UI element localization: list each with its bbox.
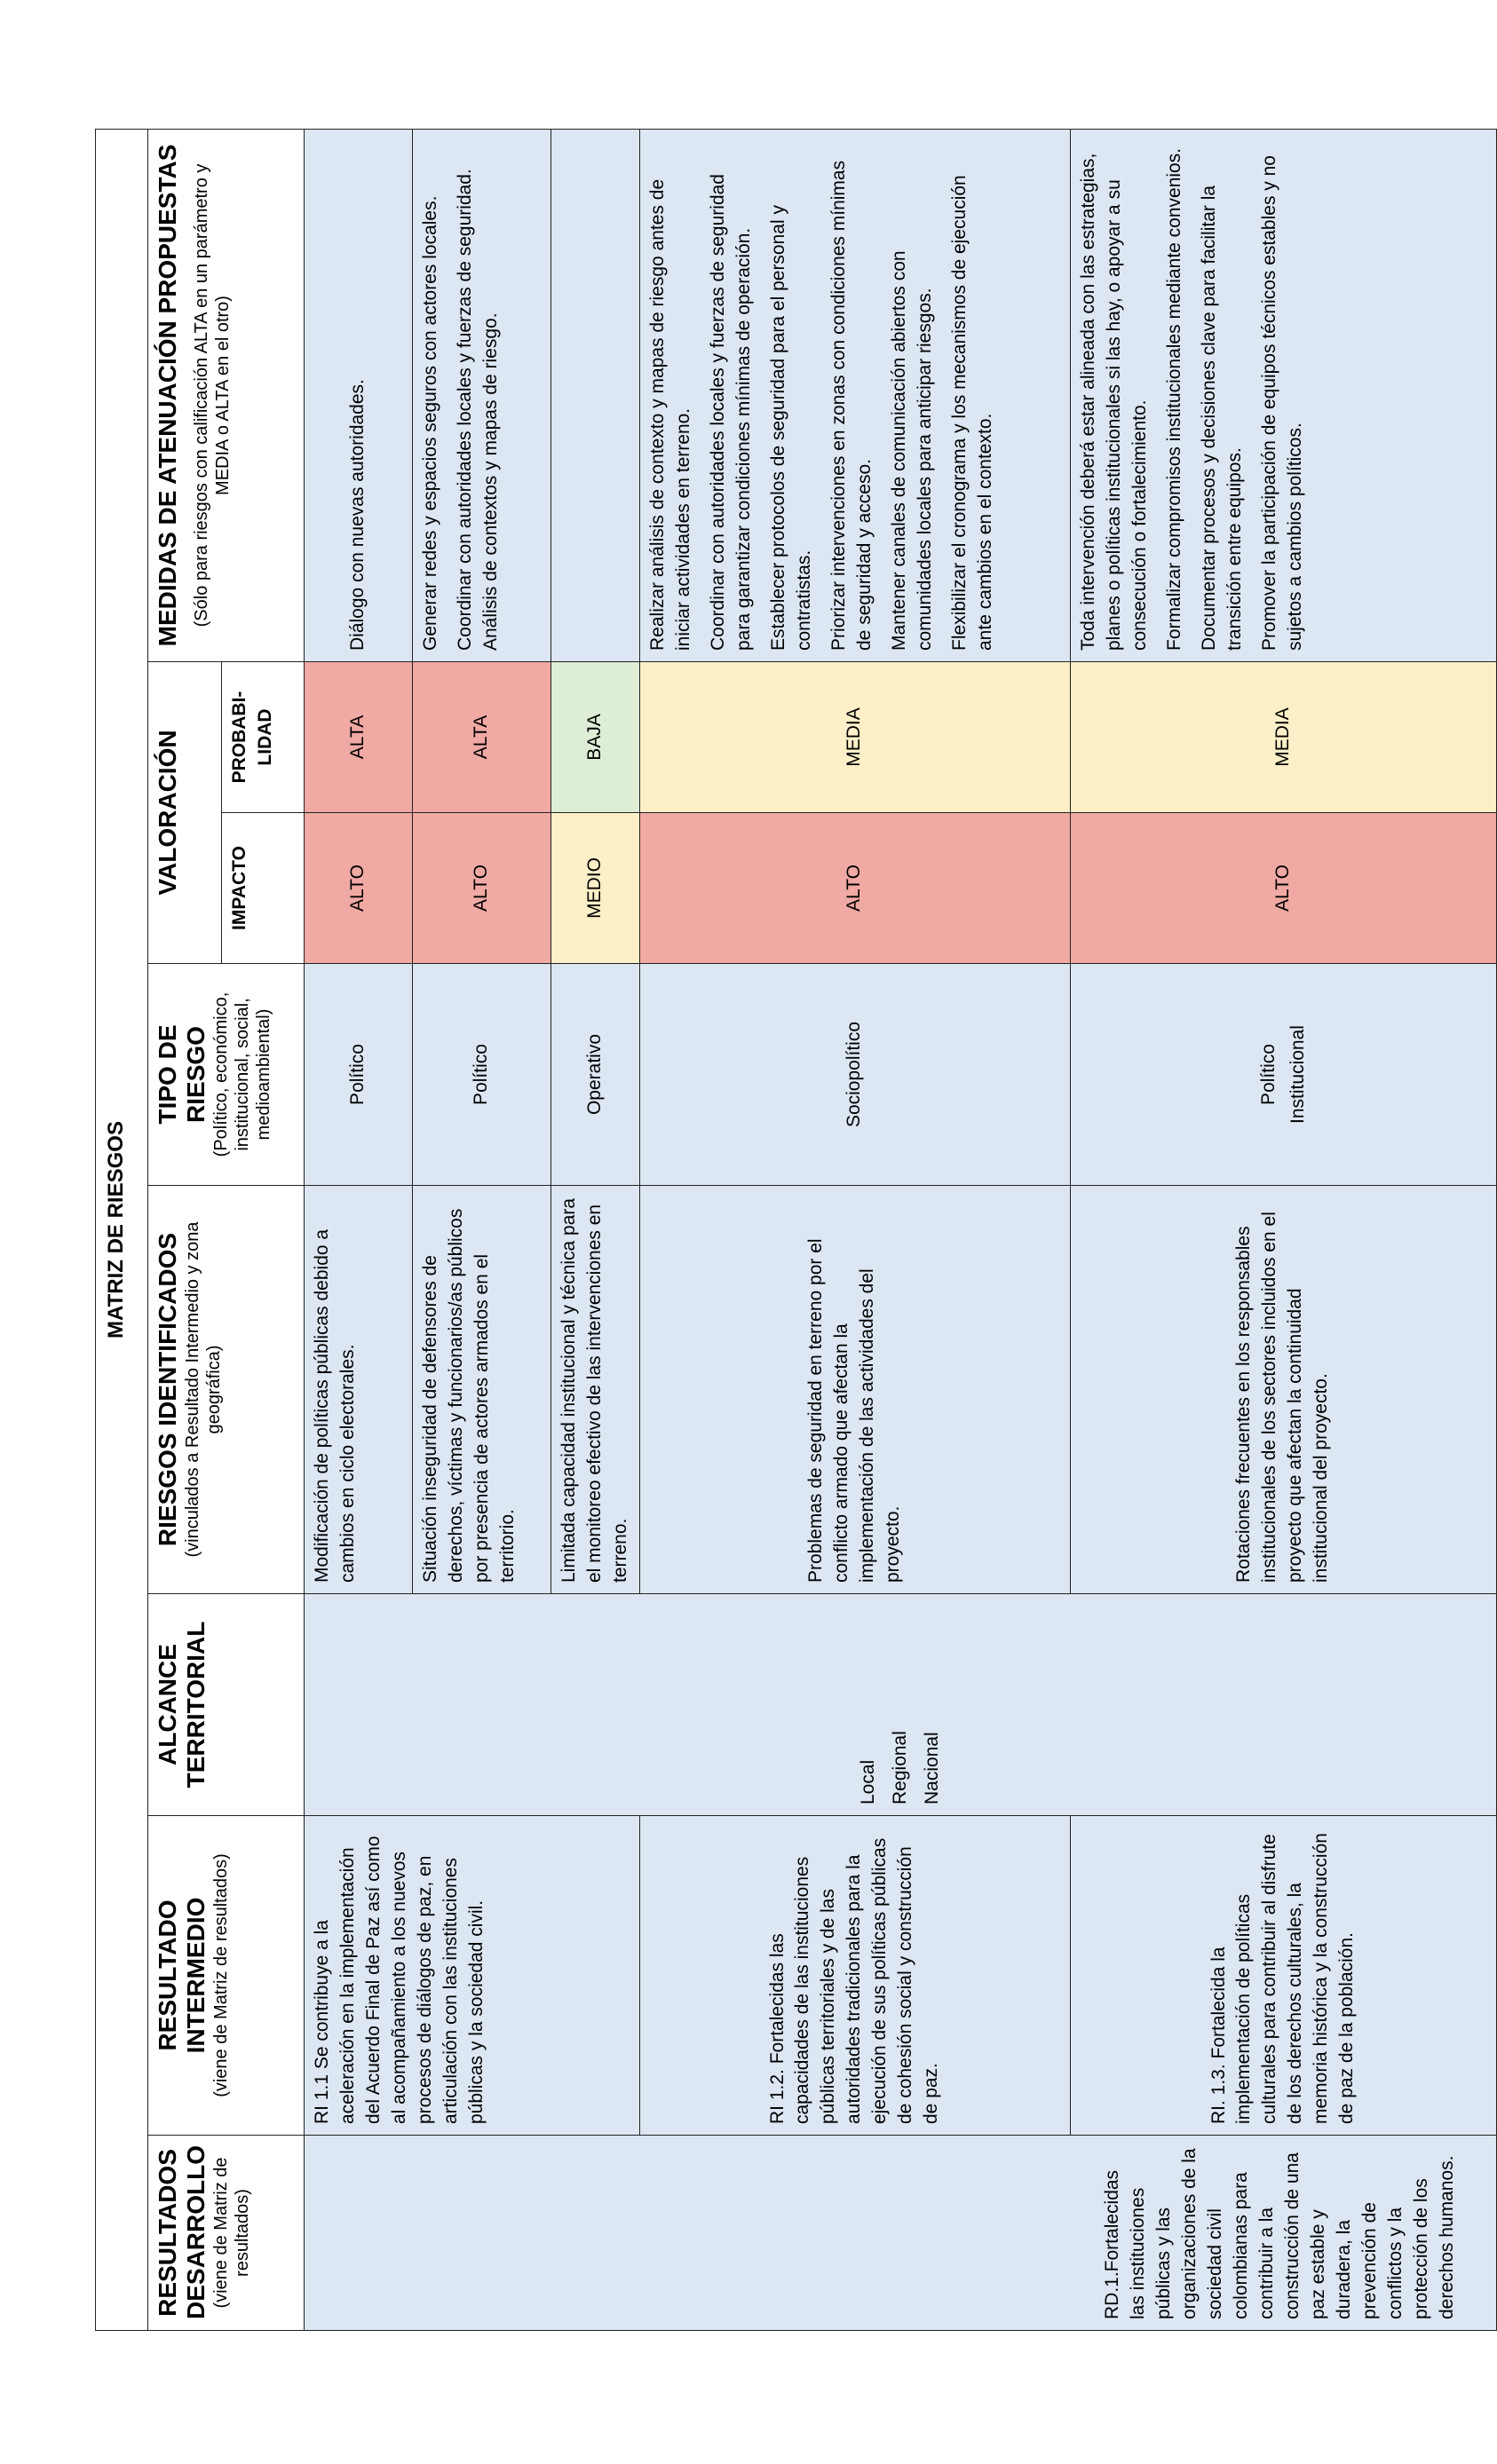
alcance-regional: Regional bbox=[890, 1731, 911, 1805]
tipo-ri11-2: Político bbox=[413, 964, 551, 1186]
medida-item: Formalizar compromisos institucionales mediante convenios. bbox=[1163, 147, 1184, 651]
ri13-cell: RI. 1.3. Fortalecida la implementación de políticas culturales para contribuir al disfrute de los derechos culturales, la memoria histórica y la construcción de paz de la población. bbox=[1070, 1816, 1496, 2136]
impacto-ri12: ALTO bbox=[639, 813, 1070, 964]
impacto-ri11-3: MEDIO bbox=[551, 813, 640, 964]
medida-item: Diálogo con nuevas autoridades. bbox=[347, 379, 368, 651]
header-tipo-sub: (Político, económico, institucional, social, medioambiental) bbox=[211, 991, 274, 1157]
medida-item: Coordinar con autoridades locales y fuerzas de seguridad para garantizar condiciones mínimas de operación. bbox=[707, 174, 754, 651]
risk-ri13: Rotaciones frecuentes en los responsables institucionales de los sectores incluidos en el proyecto que afectan la continuidad institucional del proyecto. bbox=[1070, 1186, 1496, 1594]
medida-item: Realizar análisis de contexto y mapas de riesgo antes de iniciar actividades en terreno. bbox=[646, 178, 693, 651]
risk-ri11-2: Situación inseguridad de defensores de derechos, víctimas y funcionarios/as públicos por presencia de actores armados en el territorio. bbox=[413, 1186, 551, 1594]
medida-item: Establecer protocolos de seguridad para el personal y contratistas. bbox=[767, 205, 814, 651]
risk-ri12: Problemas de seguridad en terreno por el conflicto armado que afectan la implementación de las actividades del proyecto. bbox=[639, 1186, 1070, 1594]
medidas-ri12 bbox=[639, 129, 1070, 661]
probabilidad-ri13: MEDIA bbox=[1070, 662, 1496, 813]
header-alcance-territorial bbox=[148, 1594, 305, 1816]
header-valoracion-label: VALORACIÓN bbox=[154, 730, 181, 896]
header-resultado-intermedio bbox=[148, 1816, 305, 2136]
header-valoracion bbox=[148, 662, 222, 964]
probabilidad-ri11-3: BAJA bbox=[551, 662, 640, 813]
impacto-ri13: ALTO bbox=[1070, 813, 1496, 964]
matrix-title: MATRIZ DE RIESGOS bbox=[96, 129, 148, 2330]
tipo-ri11-3: Operativo bbox=[551, 964, 640, 1186]
impacto-ri11-2: ALTO bbox=[413, 813, 551, 964]
tipo-ri11-1: Político bbox=[305, 964, 413, 1186]
header-resultados-desarrollo-label: RESULTADOS DESARROLLO bbox=[154, 2145, 210, 2319]
medida-item: Generar redes y espacios seguros con actores locales. bbox=[420, 195, 440, 651]
header-tipo-label: TIPO DE RIESGO bbox=[154, 1024, 210, 1125]
medidas-ri11-3 bbox=[551, 129, 640, 661]
tipo-ri13-politico: Político bbox=[1257, 1044, 1279, 1105]
medida-item: Mantener canales de comunicación abiertos con comunidades locales para anticipar riesgos. bbox=[888, 250, 935, 651]
medida-item: Promover la participación de equipos técnicos estables y no sujetos a cambios políticos. bbox=[1258, 155, 1305, 651]
probabilidad-ri11-2: ALTA bbox=[413, 662, 551, 813]
header-riesgos-sub: (vinculados a Resultado Intermedio y zona geográfica) bbox=[183, 1221, 225, 1558]
medidas-ri11-1 bbox=[305, 129, 413, 661]
ri12-cell: RI 1.2. Fortalecidas las capacidades de las instituciones públicas territoriales y de las autoridades tradicionales para la ejecución de sus políticas públicas de cohesión social y construcción de paz. bbox=[639, 1816, 1070, 2136]
header-probabilidad: PROBABI-LIDAD bbox=[222, 662, 305, 813]
medida-item: Priorizar intervenciones en zonas con condiciones mínimas de seguridad y acceso. bbox=[828, 160, 875, 651]
rd1-cell: RD.1.Fortalecidas las instituciones públicas y las organizaciones de la sociedad civil colombianas para contribuir a la construcción de una paz estable y duradera, la prevención de conflictos y la protección de los derechos humanos. bbox=[305, 2136, 1497, 2331]
medidas-ri13 bbox=[1070, 129, 1496, 661]
header-resultados-desarrollo bbox=[148, 2136, 305, 2331]
medida-item: Toda intervención deberá estar alineada con las estrategias, planes o políticas institucionales si las hay, o apoyar a su consecución o fortalecimiento. bbox=[1077, 153, 1150, 651]
probabilidad-ri11-1: ALTA bbox=[305, 662, 413, 813]
header-tipo-riesgo bbox=[148, 964, 305, 1186]
tipo-ri13-institucional: Institucional bbox=[1287, 1025, 1309, 1124]
header-alcance-label: ALCANCE TERRITORIAL bbox=[154, 1621, 210, 1789]
alcance-cell bbox=[305, 1594, 1497, 1816]
tipo-ri13 bbox=[1070, 964, 1496, 1186]
alcance-nacional: Nacional bbox=[921, 1732, 942, 1805]
header-medidas-label: MEDIDAS DE ATENUACIÓN PROPUESTAS bbox=[154, 144, 181, 647]
header-resultado-intermedio-label: RESULTADO INTERMEDIO bbox=[154, 1897, 210, 2054]
medida-item: Documentar procesos y decisiones clave para facilitar la transición entre equipos. bbox=[1198, 185, 1245, 651]
header-medidas-sub: (Sólo para riesgos con calificación ALTA en un parámetro y MEDIA o ALTA en el otro) bbox=[192, 163, 234, 628]
header-impacto: IMPACTO bbox=[222, 813, 305, 964]
risk-ri11-1: Modificación de políticas públicas debido a cambios en ciclo electorales. bbox=[305, 1186, 413, 1594]
risk-matrix-table bbox=[95, 129, 1497, 2331]
header-medidas bbox=[148, 129, 305, 661]
risk-ri11-3: Limitada capacidad institucional y técnica para el monitoreo efectivo de las intervenciones en terreno. bbox=[551, 1186, 640, 1594]
header-resultados-desarrollo-sub: (viene de Matriz de resultados) bbox=[211, 2157, 253, 2309]
impacto-ri11-1: ALTO bbox=[305, 813, 413, 964]
medidas-ri11-2 bbox=[413, 129, 551, 661]
header-riesgos-label: RIESGOS IDENTIFICADOS bbox=[154, 1232, 181, 1547]
alcance-local: Local bbox=[858, 1759, 879, 1805]
medida-item: Flexibilizar el cronograma y los mecanismos de ejecución ante cambios en el contexto. bbox=[948, 175, 995, 651]
tipo-ri12: Sociopolítico bbox=[639, 964, 1070, 1186]
ri11-cell: RI 1.1 Se contribuye a la aceleración en la implementación del Acuerdo Final de Paz así como al acompañamiento a los nuevos procesos de diálogos de paz, en articulación con las instituciones públicas y la sociedad civil. bbox=[305, 1816, 640, 2136]
header-riesgos-identificados bbox=[148, 1186, 305, 1594]
probabilidad-ri12: MEDIA bbox=[639, 662, 1070, 813]
medida-item: Coordinar con autoridades locales y fuerzas de seguridad. Análisis de contextos y mapas de riesgo. bbox=[454, 169, 501, 651]
header-resultado-intermedio-sub: (viene de Matriz de resultados) bbox=[211, 1853, 232, 2097]
